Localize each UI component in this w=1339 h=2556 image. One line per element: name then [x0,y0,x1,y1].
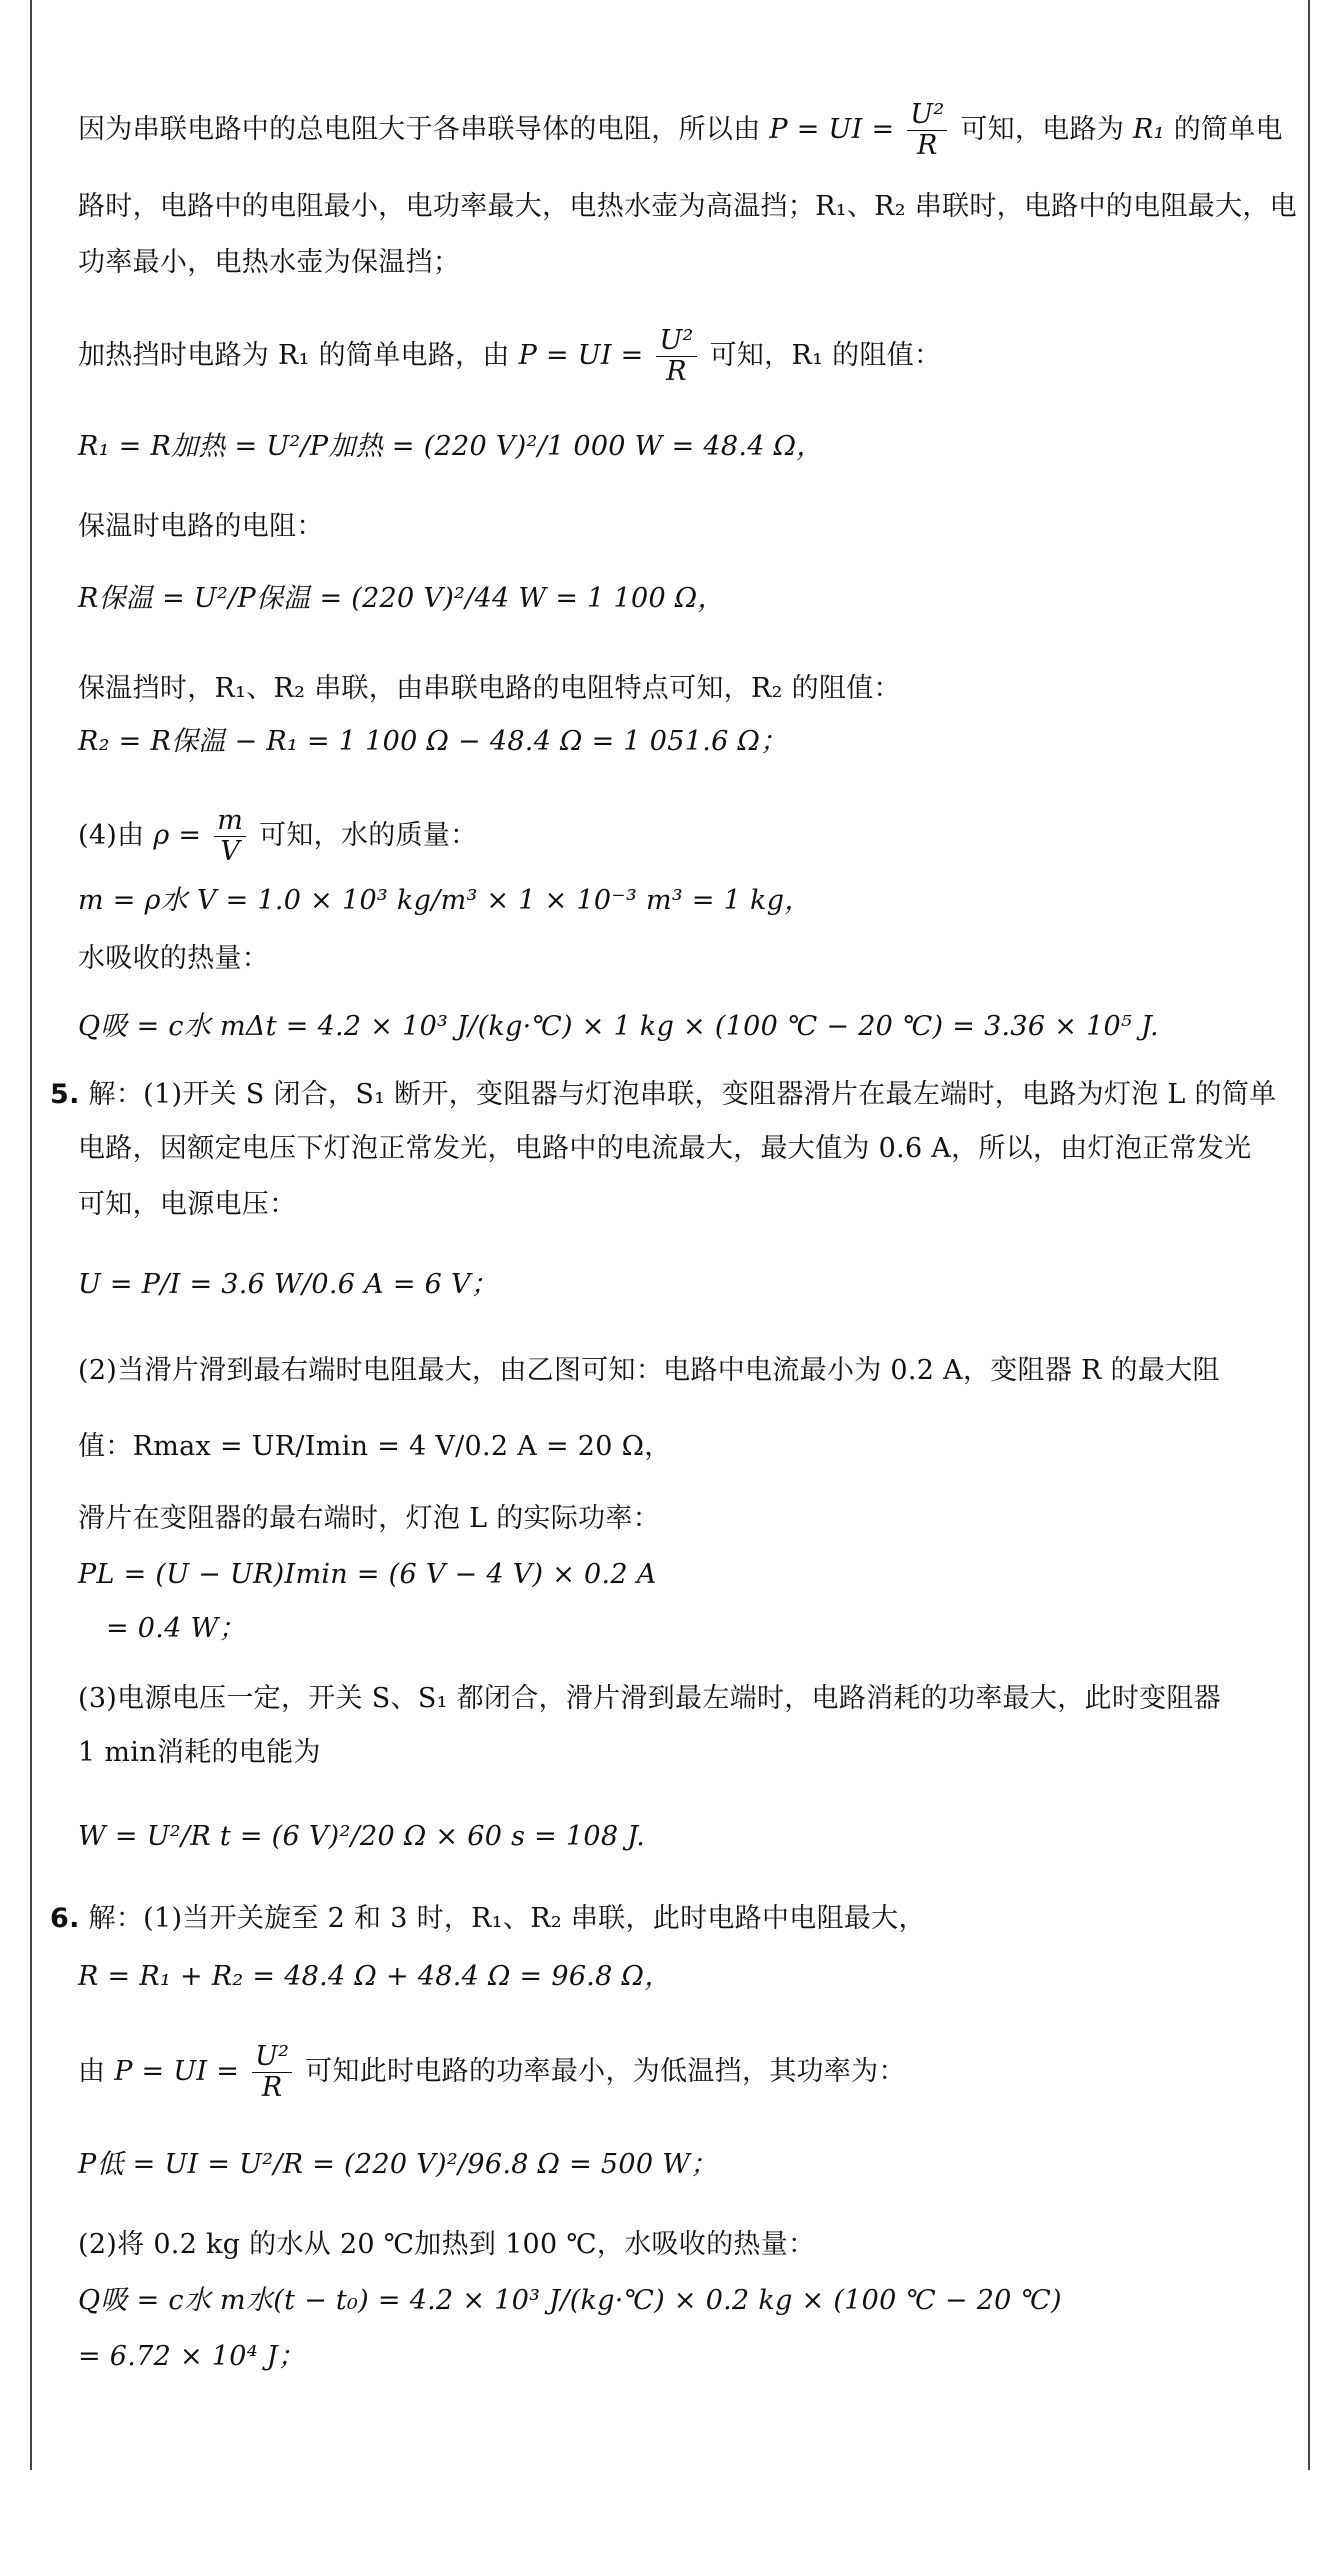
text: 因为串联电路中的总电阻大于各串联导体的电阻，所以由 [78,114,761,145]
line-31: Q吸 = c水 m水(t − t₀) = 4.2 × 10³ J/(kg·℃) × 0.2 kg × (100 ℃ − 20 ℃) [78,2285,1062,2316]
line-1 [78,100,1283,161]
text: 可知此时电路的功率最小，为低温挡，其功率为： [305,2056,906,2087]
line-5: R₁ = R加热 = U²/P加热 = (220 V)²/1 000 W = 48.4 Ω， [78,431,824,462]
denominator: R [907,130,947,161]
line-12: 水吸收的热量： [78,943,270,974]
line-20: 滑片在变阻器的最右端时，灯泡 L 的实际功率： [78,1503,660,1534]
line-29: P低 = UI = U²/R = (220 V)²/96.8 Ω = 500 W； [78,2149,718,2180]
line-8: 保温挡时，R₁、R₂ 串联，由串联电路的电阻特点可知，R₂ 的阻值： [78,673,901,704]
numerator: U² [659,325,694,356]
numerator: U² [255,2041,290,2072]
line-13: Q吸 = c水 mΔt = 4.2 × 10³ J/(kg·℃) × 1 kg × (100 ℃ − 20 ℃) = 3.36 × 10⁵ J. [78,1011,1159,1042]
line-27: R = R₁ + R₂ = 48.4 Ω + 48.4 Ω = 96.8 Ω， [78,1961,672,1992]
line-22: = 0.4 W； [106,1613,246,1644]
line-28 [78,2042,906,2103]
text: 可知，R₁ 的阻值： [709,340,942,371]
formula-p: P = UI = [769,114,895,145]
text: 加热挡时电路为 R₁ 的简单电路，由 [78,340,510,371]
line-32: = 6.72 × 10⁴ J； [78,2341,306,2372]
line-7: R保温 = U²/P保温 = (220 V)²/44 W = 1 100 Ω， [78,583,725,614]
text: 的简单电 [1173,114,1283,145]
line-3: 功率最小，电热水壶为保温挡； [78,247,461,278]
numerator: m [217,805,244,836]
line-4 [78,326,941,387]
question-5 [50,1078,1276,1112]
denominator: R [656,356,696,387]
line-2: 路时，电路中的电阻最小，电功率最大，电热水壶为高温挡；R₁、R₂ 串联时，电路中的电阻最大，电 [78,191,1297,222]
numerator: U² [910,99,945,130]
text: 可知，水的质量： [259,820,478,851]
fraction-u2-r [907,100,947,161]
line-16: 可知，电源电压： [78,1189,297,1220]
line-6: 保温时电路的电阻： [78,511,324,542]
question-number: 6. [50,1903,80,1934]
fraction-u2-r [656,326,696,387]
line-24: 1 min消耗的电能为 [78,1737,321,1768]
fraction-m-v [214,806,246,867]
line-17: U = P/I = 3.6 W/0.6 A = 6 V； [78,1269,499,1300]
question-number: 5. [50,1079,80,1110]
question-6 [50,1902,926,1936]
line-11: m = ρ水 V = 1.0 × 10³ kg/m³ × 1 × 10⁻³ m³ = 1 kg， [78,885,812,916]
formula-p: P = UI = [518,340,644,371]
fraction-u2-r [252,2042,292,2103]
denominator: V [214,836,246,867]
line-9: R₂ = R保温 − R₁ = 1 100 Ω − 48.4 Ω = 1 051.6 Ω； [78,726,788,757]
line-19: 值：Rmax = UR/Imin = 4 V/0.2 A = 20 Ω， [78,1431,672,1462]
line-10 [78,806,477,867]
text: 解：(1)当开关旋至 2 和 3 时，R₁、R₂ 串联，此时电路中电阻最大， [88,1903,926,1934]
symbol-r1: R₁ [1133,114,1165,145]
line-18: (2)当滑片滑到最右端时电阻最大，由乙图可知：电路中电流最小为 0.2 A，变阻器 R 的最大阻 [78,1355,1220,1386]
line-23: (3)电源电压一定，开关 S、S₁ 都闭合，滑片滑到最左端时，电路消耗的功率最大，此时变阻器 [78,1683,1222,1714]
line-15: 电路，因额定电压下灯泡正常发光，电路中的电流最大，最大值为 0.6 A，所以，由灯泡正常发光 [78,1133,1252,1164]
text: 由 [78,2056,106,2087]
line-25: W = U²/R t = (6 V)²/20 Ω × 60 s = 108 J. [78,1821,646,1852]
text: 解：(1)开关 S 闭合，S₁ 断开，变阻器与灯泡串联，变阻器滑片在最左端时，电路为灯泡 L 的简单 [88,1079,1277,1110]
line-21: PL = (U − UR)Imin = (6 V − 4 V) × 0.2 A [78,1559,657,1590]
left-border [30,0,32,2470]
text: 可知，电路为 [960,114,1125,145]
denominator: R [252,2072,292,2103]
line-30: (2)将 0.2 kg 的水从 20 ℃加热到 100 ℃，水吸收的热量： [78,2229,816,2260]
text: (4)由 [78,820,145,851]
formula-p: P = UI = [114,2056,240,2087]
formula-rho: ρ = [153,820,202,851]
right-border [1308,0,1310,2470]
